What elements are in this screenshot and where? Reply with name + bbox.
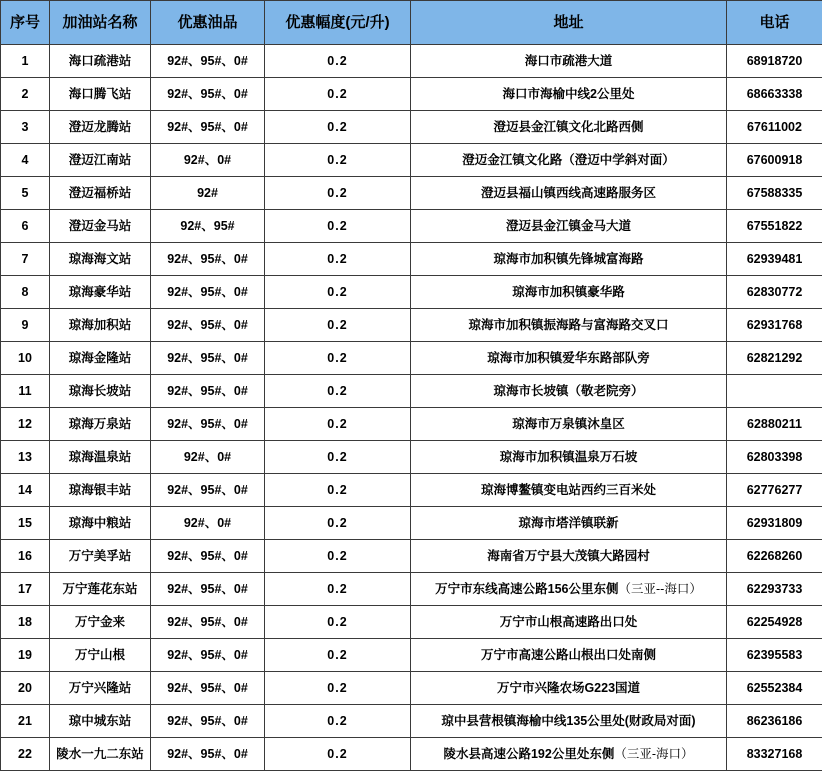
cell-address — [411, 540, 727, 573]
cell-phone — [727, 144, 822, 177]
cell-address — [411, 474, 727, 507]
cell-discount-rate — [265, 738, 411, 771]
cell-address — [411, 243, 727, 276]
table-row — [1, 474, 822, 507]
cell-station-name-text: 琼海万泉站 — [68, 416, 132, 431]
cell-discount-rate — [265, 45, 411, 78]
cell-station-name-text: 琼海加积站 — [68, 317, 132, 332]
table-row — [1, 276, 822, 309]
cell-address-text: 海南省万宁县大茂镇大路园村 — [487, 548, 650, 563]
cell-station-name — [50, 738, 151, 771]
cell-address — [411, 573, 727, 606]
table-row — [1, 507, 822, 540]
cell-no — [1, 573, 50, 606]
header-row — [1, 1, 822, 45]
cell-address — [411, 144, 727, 177]
cell-phone — [727, 441, 822, 474]
cell-discount-rate-text: 0.2 — [327, 53, 348, 68]
cell-fuel — [151, 375, 265, 408]
cell-phone — [727, 705, 822, 738]
cell-station-name — [50, 408, 151, 441]
cell-discount-rate — [265, 639, 411, 672]
cell-phone — [727, 210, 822, 243]
cell-phone-text: 62552384 — [746, 680, 803, 695]
cell-fuel-text: 92#、95#、0# — [167, 614, 248, 629]
cell-station-name-text: 万宁山根 — [74, 647, 125, 662]
cell-no-text: 19 — [18, 647, 32, 662]
table-row — [1, 342, 822, 375]
cell-phone — [727, 276, 822, 309]
cell-station-name-text: 琼中城东站 — [68, 713, 132, 728]
cell-fuel-text: 92#、95#、0# — [167, 383, 248, 398]
cell-station-name — [50, 111, 151, 144]
cell-station-name — [50, 375, 151, 408]
cell-fuel — [151, 639, 265, 672]
table-row — [1, 408, 822, 441]
cell-station-name — [50, 672, 151, 705]
cell-discount-rate — [265, 540, 411, 573]
cell-discount-rate-text: 0.2 — [327, 152, 348, 167]
cell-phone — [727, 672, 822, 705]
cell-fuel — [151, 276, 265, 309]
cell-discount-rate — [265, 78, 411, 111]
cell-phone — [727, 738, 822, 771]
cell-fuel — [151, 672, 265, 705]
cell-discount-rate — [265, 144, 411, 177]
cell-phone-text: 62803398 — [746, 449, 803, 464]
table-row — [1, 309, 822, 342]
cell-discount-rate — [265, 408, 411, 441]
cell-fuel — [151, 441, 265, 474]
cell-station-name — [50, 540, 151, 573]
cell-no-text: 18 — [18, 614, 32, 629]
cell-address-text: 万宁市山根高速路出口处 — [499, 614, 638, 629]
cell-no — [1, 705, 50, 738]
cell-no — [1, 276, 50, 309]
cell-fuel-text: 92# — [197, 185, 218, 200]
cell-no — [1, 408, 50, 441]
table-row — [1, 672, 822, 705]
cell-no — [1, 540, 50, 573]
cell-discount-rate-text: 0.2 — [327, 218, 348, 233]
cell-address-text: 陵水县高速公路192公里处东侧 — [443, 746, 615, 761]
cell-phone-text: 68918720 — [746, 53, 803, 68]
cell-phone-text: 62268260 — [746, 548, 803, 563]
cell-no-text: 7 — [21, 251, 29, 266]
cell-fuel — [151, 243, 265, 276]
cell-discount-rate — [265, 210, 411, 243]
cell-fuel — [151, 45, 265, 78]
cell-no-text: 9 — [21, 317, 29, 332]
cell-discount-rate-text: 0.2 — [327, 713, 348, 728]
cell-phone — [727, 507, 822, 540]
cell-station-name — [50, 276, 151, 309]
cell-no-text: 1 — [21, 53, 29, 68]
cell-station-name — [50, 243, 151, 276]
cell-address — [411, 507, 727, 540]
cell-phone — [727, 639, 822, 672]
cell-phone-text: 62939481 — [746, 251, 803, 266]
table-row — [1, 705, 822, 738]
cell-discount-rate-text: 0.2 — [327, 185, 348, 200]
cell-station-name — [50, 78, 151, 111]
cell-address-text: 海口市海榆中线2公里处 — [502, 86, 635, 101]
cell-no-text: 22 — [18, 746, 32, 761]
cell-address — [411, 606, 727, 639]
cell-station-name-text: 海口疏港站 — [68, 53, 132, 68]
cell-discount-rate-text: 0.2 — [327, 350, 348, 365]
cell-address — [411, 45, 727, 78]
cell-station-name — [50, 474, 151, 507]
cell-fuel-text: 92#、95#、0# — [167, 581, 248, 596]
cell-fuel — [151, 177, 265, 210]
cell-address — [411, 342, 727, 375]
cell-phone — [727, 375, 822, 408]
cell-fuel — [151, 507, 265, 540]
cell-fuel — [151, 705, 265, 738]
cell-no — [1, 606, 50, 639]
cell-fuel-text: 92#、95#、0# — [167, 119, 248, 134]
cell-phone-text: 68663338 — [746, 86, 803, 101]
cell-fuel — [151, 309, 265, 342]
cell-fuel — [151, 606, 265, 639]
cell-discount-rate-text: 0.2 — [327, 284, 348, 299]
cell-discount-rate — [265, 507, 411, 540]
cell-no — [1, 474, 50, 507]
cell-address-text: 澄迈县金江镇文化北路西侧 — [493, 119, 644, 134]
cell-address — [411, 408, 727, 441]
cell-station-name-text: 琼海中粮站 — [68, 515, 132, 530]
cell-address — [411, 705, 727, 738]
cell-fuel-text: 92#、95# — [180, 218, 235, 233]
cell-fuel — [151, 342, 265, 375]
cell-station-name — [50, 507, 151, 540]
cell-discount-rate-text: 0.2 — [327, 416, 348, 431]
cell-fuel — [151, 408, 265, 441]
cell-phone-text: 62293733 — [746, 581, 803, 596]
cell-fuel-text: 92#、95#、0# — [167, 482, 248, 497]
cell-no — [1, 111, 50, 144]
cell-discount-rate — [265, 606, 411, 639]
cell-phone-text: 62830772 — [746, 284, 803, 299]
cell-station-name-text: 海口腾飞站 — [68, 86, 132, 101]
cell-fuel-text: 92#、95#、0# — [167, 548, 248, 563]
cell-phone-text: 62395583 — [746, 647, 803, 662]
cell-no-text: 16 — [18, 548, 32, 563]
header-station-name: 加油站名称 — [50, 1, 151, 45]
table-row — [1, 78, 822, 111]
cell-fuel-text: 92#、95#、0# — [167, 86, 248, 101]
cell-fuel-text: 92#、95#、0# — [167, 317, 248, 332]
cell-address-text: 琼海市加积镇温泉万石坡 — [499, 449, 638, 464]
cell-no-text: 3 — [21, 119, 29, 134]
cell-address-text: 万宁市兴隆农场G223国道 — [496, 680, 641, 695]
table-row — [1, 144, 822, 177]
cell-phone — [727, 342, 822, 375]
cell-station-name-text: 万宁美孚站 — [68, 548, 132, 563]
cell-station-name-text: 万宁兴隆站 — [68, 680, 132, 695]
cell-discount-rate-text: 0.2 — [327, 515, 348, 530]
cell-discount-rate — [265, 243, 411, 276]
cell-phone-text: 62254928 — [746, 614, 803, 629]
cell-discount-rate — [265, 375, 411, 408]
cell-phone-text: 62821292 — [746, 350, 803, 365]
cell-no-text: 15 — [18, 515, 32, 530]
cell-phone-text: 67551822 — [746, 218, 803, 233]
cell-address — [411, 309, 727, 342]
cell-station-name-text: 琼海温泉站 — [68, 449, 132, 464]
cell-discount-rate — [265, 342, 411, 375]
cell-no-text: 13 — [18, 449, 32, 464]
cell-phone — [727, 45, 822, 78]
cell-discount-rate-text: 0.2 — [327, 317, 348, 332]
cell-address — [411, 111, 727, 144]
cell-address-text: 琼海市加积镇豪华路 — [512, 284, 625, 299]
cell-phone-text: 83327168 — [746, 746, 803, 761]
cell-phone — [727, 243, 822, 276]
cell-no-text: 21 — [18, 713, 32, 728]
cell-address-text: 万宁市高速公路山根出口处南侧 — [480, 647, 656, 662]
cell-phone — [727, 573, 822, 606]
cell-discount-rate-text: 0.2 — [327, 86, 348, 101]
cell-discount-rate-text: 0.2 — [327, 482, 348, 497]
cell-address-text: 琼海市加积镇先锋城富海路 — [493, 251, 644, 266]
cell-no — [1, 507, 50, 540]
cell-fuel-text: 92#、95#、0# — [167, 350, 248, 365]
cell-address-suffix: （三亚-海口） — [614, 746, 694, 761]
cell-fuel-text: 92#、0# — [183, 449, 232, 464]
cell-address-suffix: （三亚--海口） — [618, 581, 702, 596]
cell-no-text: 14 — [18, 482, 32, 497]
cell-discount-rate-text: 0.2 — [327, 119, 348, 134]
cell-no — [1, 441, 50, 474]
header-fuel: 优惠油品 — [151, 1, 265, 45]
cell-fuel — [151, 210, 265, 243]
cell-address-text: 海口市疏港大道 — [524, 53, 613, 68]
cell-address-text: 琼海博鳌镇变电站西约三百米处 — [480, 482, 656, 497]
cell-address-text: 琼中县营根镇海榆中线135公里处(财政局对面) — [441, 713, 696, 728]
cell-fuel-text: 92#、95#、0# — [167, 746, 248, 761]
cell-station-name-text: 澄迈金马站 — [68, 218, 132, 233]
cell-no-text: 4 — [21, 152, 29, 167]
cell-address — [411, 177, 727, 210]
cell-discount-rate-text: 0.2 — [327, 548, 348, 563]
table-row — [1, 210, 822, 243]
cell-station-name — [50, 606, 151, 639]
cell-address — [411, 276, 727, 309]
cell-address — [411, 639, 727, 672]
cell-fuel-text: 92#、95#、0# — [167, 647, 248, 662]
cell-address — [411, 78, 727, 111]
cell-no-text: 12 — [18, 416, 32, 431]
cell-fuel — [151, 573, 265, 606]
header-no: 序号 — [1, 1, 50, 45]
cell-discount-rate — [265, 177, 411, 210]
cell-station-name-text: 澄迈龙腾站 — [68, 119, 132, 134]
cell-no — [1, 375, 50, 408]
cell-station-name-text: 琼海豪华站 — [68, 284, 132, 299]
cell-no-text: 6 — [21, 218, 29, 233]
cell-station-name-text: 琼海海文站 — [68, 251, 132, 266]
cell-phone-text: 67588335 — [746, 185, 803, 200]
cell-station-name — [50, 441, 151, 474]
cell-station-name — [50, 309, 151, 342]
cell-station-name-text: 澄迈江南站 — [68, 152, 132, 167]
cell-station-name — [50, 177, 151, 210]
cell-address-text: 澄迈县金江镇金马大道 — [505, 218, 631, 233]
cell-phone-text: 62931809 — [746, 515, 803, 530]
cell-phone — [727, 408, 822, 441]
table-row — [1, 639, 822, 672]
table-body — [1, 45, 822, 771]
cell-phone-text: 67611002 — [747, 119, 802, 134]
cell-no — [1, 78, 50, 111]
cell-phone — [727, 309, 822, 342]
cell-no-text: 10 — [18, 350, 32, 365]
cell-no-text: 20 — [18, 680, 32, 695]
table-row — [1, 375, 822, 408]
cell-address-text: 澄迈县福山镇西线高速路服务区 — [480, 185, 656, 200]
cell-phone-text: 62931768 — [746, 317, 803, 332]
table-row — [1, 177, 822, 210]
cell-station-name-text: 澄迈福桥站 — [68, 185, 132, 200]
cell-discount-rate — [265, 573, 411, 606]
cell-address-text: 琼海市塔洋镇联新 — [518, 515, 619, 530]
cell-address — [411, 738, 727, 771]
cell-fuel-text: 92#、95#、0# — [167, 251, 248, 266]
cell-discount-rate-text: 0.2 — [327, 746, 348, 761]
cell-no-text: 2 — [21, 86, 29, 101]
cell-discount-rate-text: 0.2 — [327, 383, 348, 398]
table-row — [1, 441, 822, 474]
cell-no-text: 5 — [21, 185, 29, 200]
cell-no — [1, 243, 50, 276]
cell-station-name-text: 万宁莲花东站 — [62, 581, 138, 596]
cell-address — [411, 210, 727, 243]
header-address: 地址 — [411, 1, 727, 45]
cell-discount-rate-text: 0.2 — [327, 614, 348, 629]
cell-address-text: 琼海市加积镇振海路与富海路交叉口 — [468, 317, 669, 332]
cell-fuel — [151, 738, 265, 771]
cell-fuel-text: 92#、95#、0# — [167, 53, 248, 68]
cell-discount-rate — [265, 474, 411, 507]
cell-fuel-text: 92#、95#、0# — [167, 713, 248, 728]
cell-discount-rate-text: 0.2 — [327, 680, 348, 695]
cell-station-name — [50, 342, 151, 375]
cell-address-text: 琼海市加积镇爱华东路部队旁 — [487, 350, 650, 365]
cell-discount-rate — [265, 672, 411, 705]
cell-station-name — [50, 144, 151, 177]
cell-no — [1, 177, 50, 210]
cell-no — [1, 672, 50, 705]
cell-fuel-text: 92#、0# — [183, 152, 232, 167]
cell-fuel — [151, 78, 265, 111]
cell-address — [411, 672, 727, 705]
cell-station-name-text: 琼海金隆站 — [68, 350, 132, 365]
cell-phone-text: 62776277 — [746, 482, 803, 497]
cell-no — [1, 342, 50, 375]
cell-address-text: 澄迈金江镇文化路（澄迈中学斜对面） — [462, 152, 675, 167]
cell-fuel — [151, 111, 265, 144]
cell-phone — [727, 606, 822, 639]
cell-phone — [727, 474, 822, 507]
cell-discount-rate-text: 0.2 — [327, 449, 348, 464]
cell-phone-text: 62880211 — [747, 416, 802, 431]
cell-no — [1, 210, 50, 243]
cell-station-name — [50, 45, 151, 78]
cell-address-text: 琼海市长坡镇（敬老院旁） — [493, 383, 644, 398]
cell-station-name-text: 陵水一九二东站 — [56, 746, 144, 761]
cell-discount-rate — [265, 309, 411, 342]
cell-fuel-text: 92#、0# — [183, 515, 232, 530]
cell-phone — [727, 111, 822, 144]
cell-no-text: 17 — [18, 581, 32, 596]
cell-station-name-text: 万宁金来 — [74, 614, 125, 629]
cell-address — [411, 375, 727, 408]
cell-discount-rate-text: 0.2 — [327, 581, 348, 596]
cell-discount-rate — [265, 705, 411, 738]
cell-phone-text: 86236186 — [746, 713, 803, 728]
cell-no-text: 8 — [21, 284, 29, 299]
table-row — [1, 573, 822, 606]
cell-station-name — [50, 705, 151, 738]
cell-fuel — [151, 144, 265, 177]
cell-discount-rate-text: 0.2 — [327, 251, 348, 266]
cell-fuel — [151, 474, 265, 507]
header-discount-rate: 优惠幅度(元/升) — [265, 1, 411, 45]
cell-station-name — [50, 639, 151, 672]
cell-no-text: 11 — [18, 383, 32, 398]
cell-phone — [727, 177, 822, 210]
cell-fuel-text: 92#、95#、0# — [167, 416, 248, 431]
cell-no — [1, 309, 50, 342]
cell-fuel-text: 92#、95#、0# — [167, 284, 248, 299]
cell-no — [1, 639, 50, 672]
table-row — [1, 45, 822, 78]
cell-no — [1, 45, 50, 78]
cell-fuel — [151, 540, 265, 573]
cell-phone — [727, 540, 822, 573]
cell-discount-rate — [265, 111, 411, 144]
header-phone: 电话 — [727, 1, 822, 45]
table-row — [1, 606, 822, 639]
cell-address-text: 万宁市东线高速公路156公里东侧 — [435, 581, 619, 596]
cell-station-name-text: 琼海银丰站 — [68, 482, 132, 497]
table-row — [1, 111, 822, 144]
cell-station-name — [50, 210, 151, 243]
table-row — [1, 738, 822, 771]
cell-station-name-text: 琼海长坡站 — [68, 383, 132, 398]
cell-phone — [727, 78, 822, 111]
cell-discount-rate-text: 0.2 — [327, 647, 348, 662]
cell-address-text: 琼海市万泉镇沐皇区 — [512, 416, 625, 431]
cell-address — [411, 441, 727, 474]
cell-discount-rate — [265, 276, 411, 309]
cell-discount-rate — [265, 441, 411, 474]
cell-phone-text: 67600918 — [746, 152, 803, 167]
cell-no — [1, 144, 50, 177]
cell-station-name — [50, 573, 151, 606]
cell-no — [1, 738, 50, 771]
cell-fuel-text: 92#、95#、0# — [167, 680, 248, 695]
table-row — [1, 243, 822, 276]
table-row — [1, 540, 822, 573]
